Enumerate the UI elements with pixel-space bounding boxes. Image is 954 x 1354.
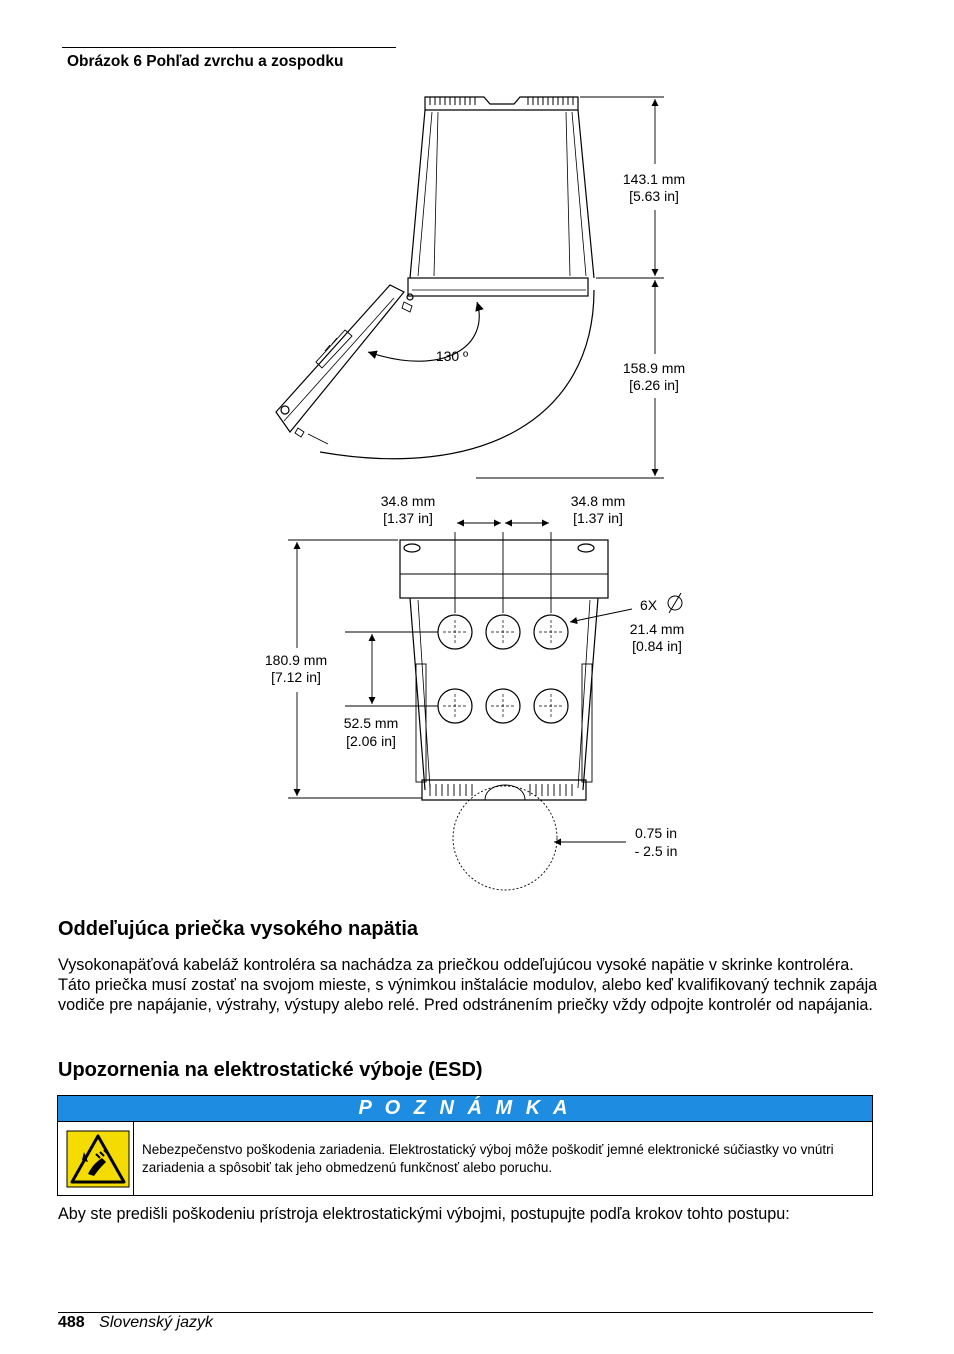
spacing-left-mm: 34.8 mm xyxy=(380,493,436,509)
row-spacing-in: [2.06 in] xyxy=(346,733,396,749)
hole-diameter-mm: 21.4 mm xyxy=(629,621,685,637)
body-height-mm: 180.9 mm xyxy=(264,652,328,668)
bottom-view xyxy=(400,540,608,890)
section-heading-esd: Upozornenia na elektrostatické výboje (ESD) xyxy=(58,1059,483,1081)
body-height-in: [7.12 in] xyxy=(271,669,321,685)
figure-caption: Obrázok 6 Pohľad zvrchu a zospodku xyxy=(67,53,344,70)
lid-height-in: [6.26 in] xyxy=(629,377,679,393)
page-footer xyxy=(58,1314,213,1332)
spacing-left-in: [1.37 in] xyxy=(383,510,433,526)
top-height-mm: 143.1 mm xyxy=(622,171,686,187)
footer-language: Slovenský jazyk xyxy=(99,1314,213,1331)
cable-range-max: - 2.5 in xyxy=(634,843,678,859)
section-heading-high-voltage: Oddeľujúca priečka vysokého napätia xyxy=(58,918,419,940)
footer-rule xyxy=(58,1312,873,1313)
top-dimension-lines xyxy=(476,97,664,478)
spacing-right-mm: 34.8 mm xyxy=(570,493,626,509)
row-spacing-mm: 52.5 mm xyxy=(343,715,399,731)
section-body-high-voltage: Vysokonapäťová kabeláž kontroléra sa nachádza za priečkou oddeľujúcou vysoké napätie v skrinke kontroléra. Táto priečka musí zostať na svojom mieste, s výnimkou inštalácie modulov, alebo keď kvalifikovaný technik zapája vodiče pre napájanie, výstrahy, výstupy alebo relé. Pred odstránením priečky vždy odpojte kontrolér od napájania. xyxy=(58,956,878,1014)
top-height-in: [5.63 in] xyxy=(629,188,679,204)
note-header xyxy=(58,1096,872,1122)
hole-diameter-in: [0.84 in] xyxy=(632,638,682,654)
note-icon-cell xyxy=(58,1122,134,1195)
page-number: 488 xyxy=(58,1314,85,1331)
lid-angle: 130 º xyxy=(435,348,469,364)
cable-range-min: 0.75 in xyxy=(634,825,678,841)
section-body-esd: Aby ste predišli poškodeniu prístroja elektrostatickými výbojmi, postupujte podľa krokov tohto postupu: xyxy=(58,1205,790,1223)
note-text: Nebezpečenstvo poškodenia zariadenia. Elektrostatický výboj môže poškodiť jemné elektronické súčiastky vo vnútri zariadenia a spôsobiť tak jeho obmedzenú funkčnosť alebo poruchu. xyxy=(142,1142,834,1175)
spacing-right-in: [1.37 in] xyxy=(573,510,623,526)
diameter-icon xyxy=(668,593,682,613)
hole-count: 6X xyxy=(640,597,658,613)
note-title: P O Z N Á M K A xyxy=(358,1097,572,1119)
top-view xyxy=(276,97,594,459)
note-box xyxy=(57,1095,873,1196)
lid-height-mm: 158.9 mm xyxy=(622,360,686,376)
esd-warning-icon xyxy=(58,1122,134,1195)
